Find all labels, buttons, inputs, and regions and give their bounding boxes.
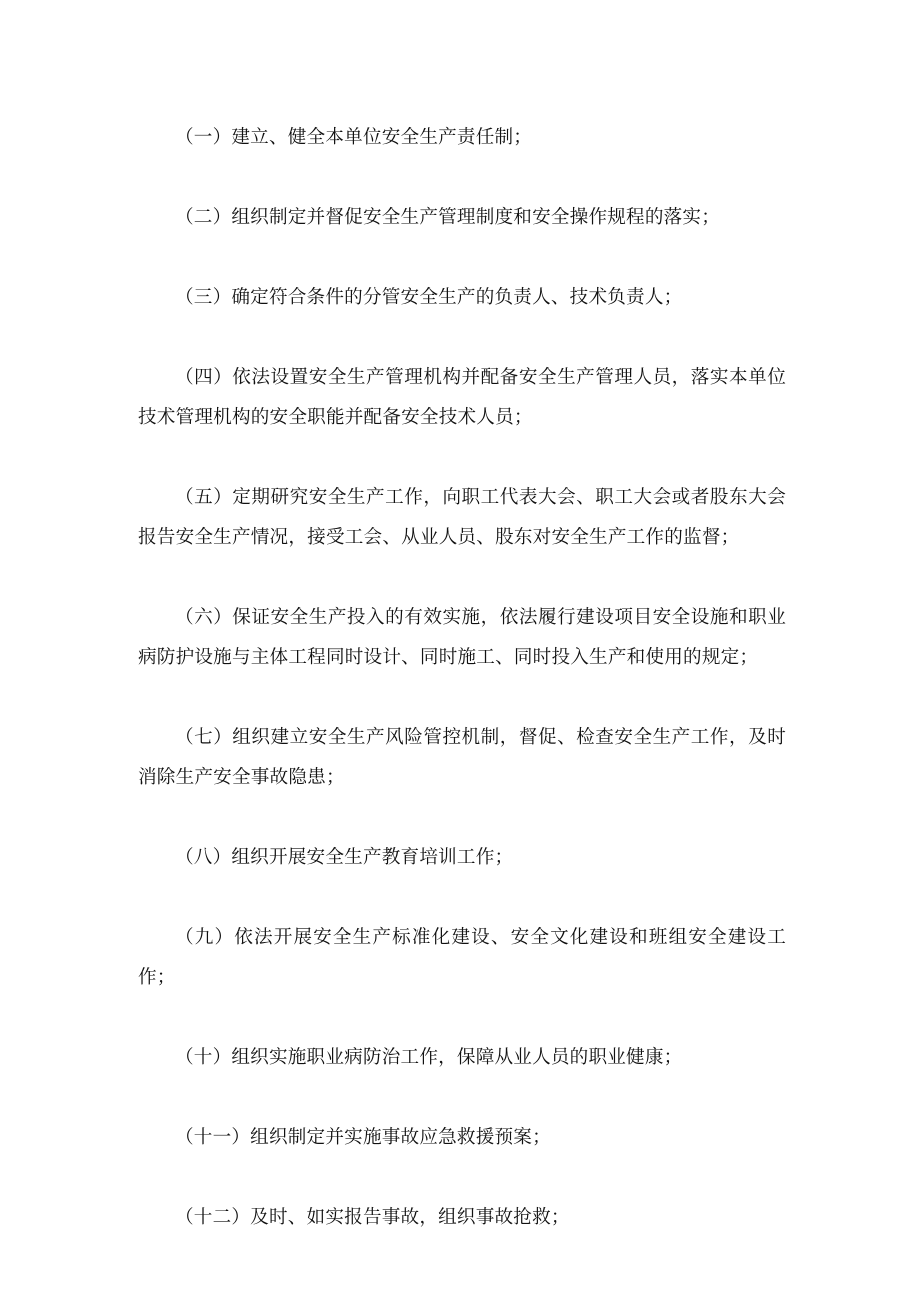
document-body: [138, 118, 786, 1278]
paragraph-item-4: （四）依法设置安全生产管理机构并配备安全生产管理人员，落实本单位技术管理机构的安全职能并配备安全技术人员；: [138, 367, 786, 428]
paragraph-item-1: （一）建立、健全本单位安全生产责任制；: [175, 127, 533, 148]
paragraph-item-12: （十二）及时、如实报告事故，组织事故抢救；: [175, 1207, 570, 1228]
paragraph-item-3: （三）确定符合条件的分管安全生产的负责人、技术负责人；: [175, 287, 683, 308]
paragraph-item-5: （五）定期研究安全生产工作，向职工代表大会、职工大会或者股东大会报告安全生产情况，接受工会、从业人员、股东对安全生产工作的监督；: [138, 487, 786, 548]
paragraph-item-2: （二）组织制定并督促安全生产管理制度和安全操作规程的落实；: [175, 207, 721, 228]
paragraph-item-10: （十）组织实施职业病防治工作，保障从业人员的职业健康；: [175, 1047, 683, 1068]
paragraph-item-8: （八）组织开展安全生产教育培训工作；: [175, 847, 514, 868]
paragraph-item-6: （六）保证安全生产投入的有效实施，依法履行建设项目安全设施和职业病防护设施与主体工程同时设计、同时施工、同时投入生产和使用的规定；: [138, 607, 786, 668]
paragraph-item-11: （十一）组织制定并实施事故应急救援预案；: [175, 1127, 551, 1148]
paragraph-item-9: （九）依法开展安全生产标准化建设、安全文化建设和班组安全建设工作；: [138, 927, 786, 988]
paragraph-item-7: （七）组织建立安全生产风险管控机制，督促、检查安全生产工作，及时消除生产安全事故隐患；: [138, 727, 786, 788]
